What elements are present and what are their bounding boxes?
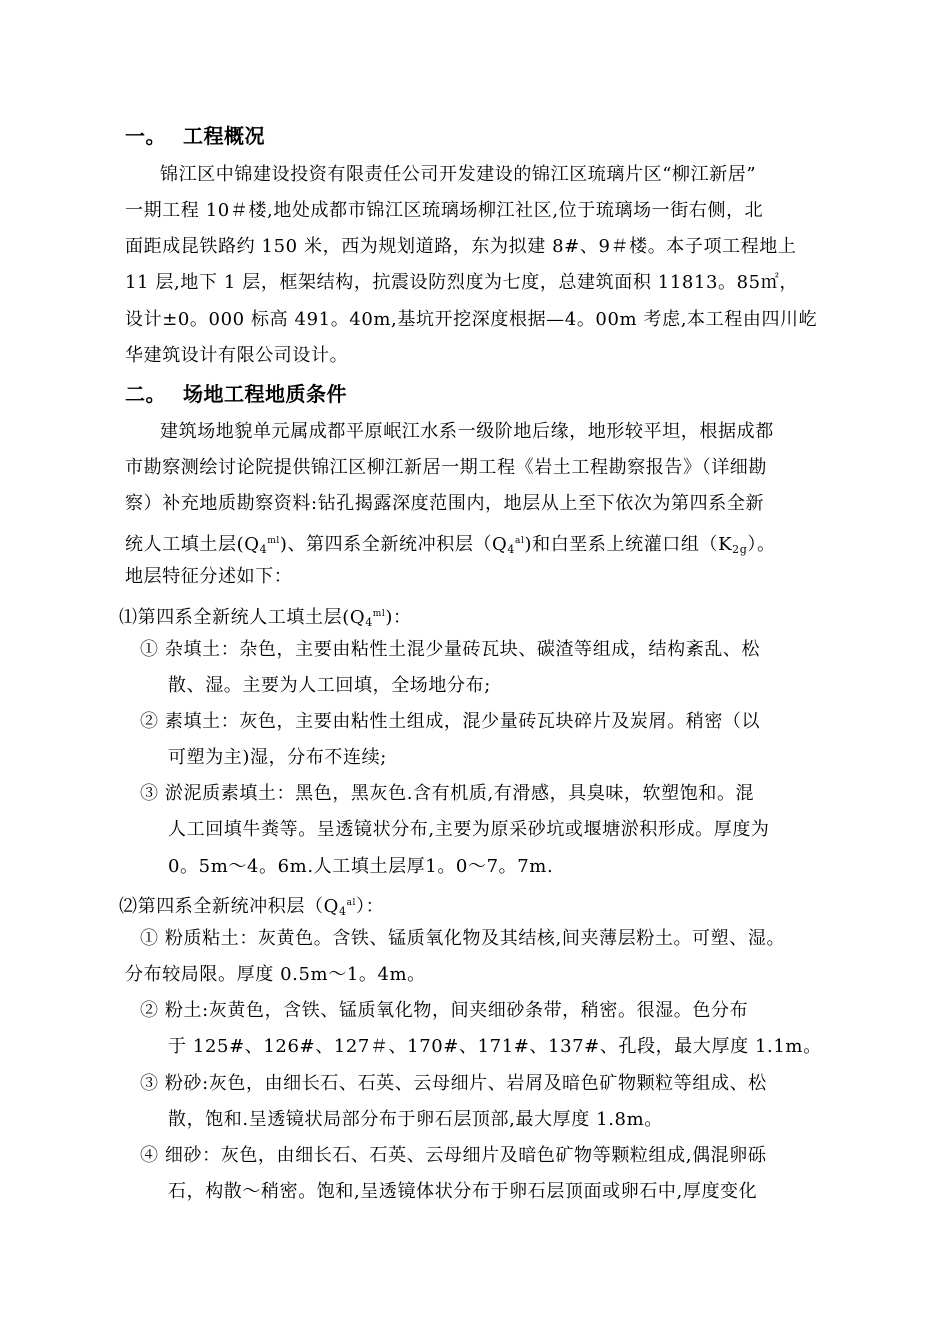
list-item: 于 125#、126#、127＃、170#、171#、137#、孔段，最大厚度 1.1m。 xyxy=(168,1036,822,1057)
list-item: ② 粉土:灰黄色，含铁、锰质氧化物，间夹细砂条带，稍密。很湿。色分布 xyxy=(140,1000,749,1021)
subscript: 4 xyxy=(338,905,347,918)
list-item: 人工回填牛粪等。呈透镜状分布,主要为原采砂坑或堰塘淤积形成。厚度为 xyxy=(168,819,770,840)
superscript: al xyxy=(346,898,357,908)
section-number-2: 二。 xyxy=(125,382,166,406)
section-heading-1 xyxy=(125,124,265,148)
paragraph-line: 锦江区中锦建设投资有限责任公司开发建设的锦江区琉璃片区“柳江新居” xyxy=(160,164,757,185)
paragraph-line: 面距成昆铁路约 150 米，西为规划道路，东为拟建 8#、9＃楼。本子项工程地上 xyxy=(125,236,797,257)
paragraph-line: 察）补充地质勘察资料:钻孔揭露深度范围内，地层从上至下依次为第四系全新 xyxy=(125,493,765,514)
paragraph-line: 地层特征分述如下： xyxy=(125,566,293,587)
section-title-2: 场地工程地质条件 xyxy=(183,382,347,406)
text-span: 统人工填土层(Q xyxy=(125,534,260,555)
list-item: 石，构散～稍密。饱和,呈透镜体状分布于卵石层顶面或卵石中,厚度变化 xyxy=(168,1181,758,1202)
list-item: ② 素填土：灰色，主要由粘性土组成，混少量砖瓦块碎片及炭屑。稍密（以 xyxy=(140,711,761,732)
list-item: ③ 粉砂:灰色，由细长石、石英、云母细片、岩屑及暗色矿物颗粒等组成、松 xyxy=(140,1073,767,1094)
section-number-1: 一。 xyxy=(125,124,166,148)
text-span: )： xyxy=(385,607,412,628)
text-span: )、第四系全新统冲积层（Q xyxy=(279,534,508,555)
paragraph-line: 华建筑设计有限公司设计。 xyxy=(125,345,349,366)
paragraph-line: 市勘察测绘讨论院提供锦江区柳江新居一期工程《岩土工程勘察报告》（详细勘 xyxy=(125,457,767,478)
superscript: ml xyxy=(267,536,280,546)
text-span: ⑵第四系全新统冲积层（Q xyxy=(119,896,339,917)
text-span: ⑴第四系全新统人工填土层(Q xyxy=(119,607,366,628)
list-item: 可塑为主)湿，分布不连续; xyxy=(168,747,387,768)
list-item: 散、湿。主要为人工回填，全场地分布; xyxy=(168,675,491,696)
list-item: ④ 细砂：灰色，由细长石、石英、云母细片及暗色矿物等颗粒组成,偶混卵砾 xyxy=(140,1145,767,1166)
list-item: 0。5m～4。6m.人工填土层厚1。0～7。7m. xyxy=(168,856,554,877)
superscript: al xyxy=(515,536,525,546)
list-item: 分布较局限。厚度 0.5m～1。4m。 xyxy=(125,964,426,985)
list-item: ① 粉质粘土：灰黄色。含铁、锰质氧化物及其结核,间夹薄层粉土。可塑、湿。 xyxy=(140,928,786,949)
paragraph-line: 一期工程 10＃楼,地处成都市锦江区琉璃场柳江社区,位于琉璃场一街右侧，北 xyxy=(125,200,764,221)
paragraph-line: 11 层,地下 1 层，框架结构，抗震设防烈度为七度，总建筑面积 11813。85㎡， xyxy=(125,272,798,293)
subscript: 4 xyxy=(507,543,516,556)
list-item: ③ 淤泥质素填土：黑色，黑灰色.含有机质,有滑感，具臭味，软塑饱和。混 xyxy=(140,783,755,804)
section-heading-2 xyxy=(125,382,347,406)
paragraph-line: 建筑场地貌单元属成都平原岷江水系一级阶地后缘，地形较平坦，根据成都 xyxy=(160,421,774,442)
group-heading-1 xyxy=(119,602,412,635)
text-span: ）。 xyxy=(747,534,776,555)
text-span: ）： xyxy=(356,896,385,917)
subscript: 4 xyxy=(365,616,373,629)
text-span: )和白垩系上统灌口组（K xyxy=(524,534,733,555)
strata-line xyxy=(125,529,776,562)
subscript: 2g xyxy=(732,543,748,556)
list-item: 散，饱和.呈透镜状局部分布于卵石层顶部,最大厚度 1.8m。 xyxy=(168,1109,663,1130)
section-title-1: 工程概况 xyxy=(183,124,265,148)
list-item: ① 杂填土：杂色，主要由粘性土混少量砖瓦块、碳渣等组成，结构紊乱、松 xyxy=(140,639,761,660)
group-heading-2 xyxy=(119,891,384,924)
superscript: ml xyxy=(372,609,386,619)
paragraph-line: 设计±0。000 标高 491。40m,基坑开挖深度根据—4。00m 考虑,本工程由四川屹 xyxy=(125,309,818,330)
subscript: 4 xyxy=(259,543,268,556)
